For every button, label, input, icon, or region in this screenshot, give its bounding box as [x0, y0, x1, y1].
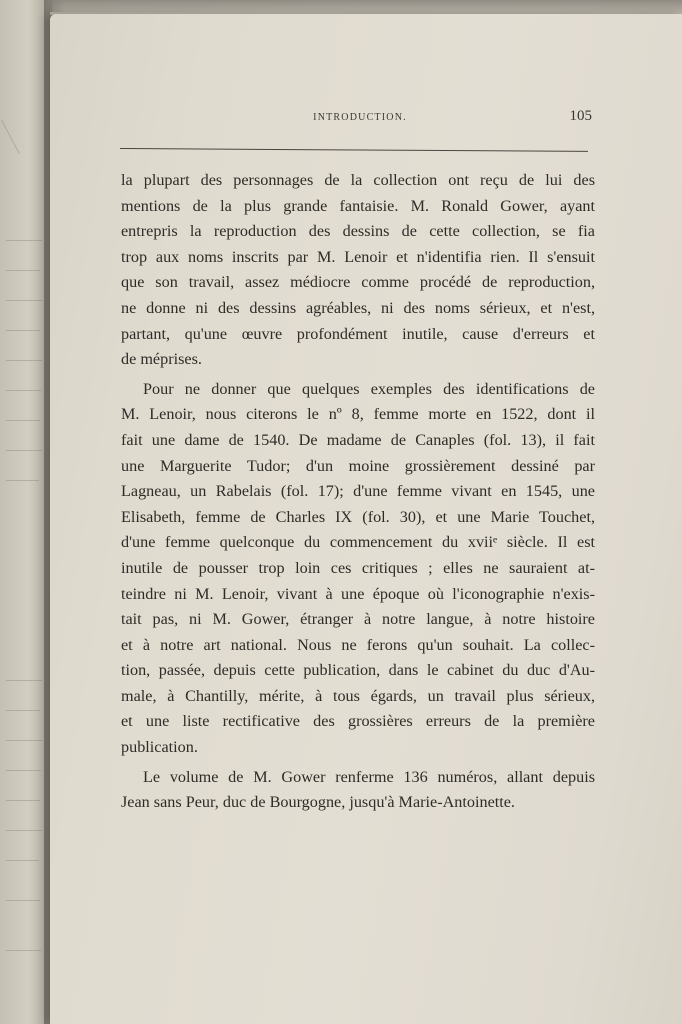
facing-page-text-line	[6, 420, 40, 421]
text-line: Le volume de M. Gower renferme 136 numéros, allant depuis	[143, 767, 595, 786]
text-line: Lagneau, un Rabelais (fol. 17); d'une femme vivant en 1545, une	[121, 482, 595, 501]
text-line: teindre ni M. Lenoir, vivant à une époque où l'iconographie n'exis-	[121, 584, 595, 603]
text-line: publication.	[121, 738, 198, 757]
text-line: la plupart des personnages de la collection ont reçu de lui des	[121, 171, 595, 189]
text-line: male, à Chantilly, mérite, à tous égards, un travail plus sérieux,	[121, 686, 595, 705]
facing-page-text-line	[6, 240, 42, 241]
text-line: mentions de la plus grande fantaisie. M. Ronald Gower, ayant	[121, 196, 595, 215]
facing-page-text-line	[6, 770, 41, 771]
facing-page-text-line	[6, 830, 42, 831]
facing-page-text-line	[6, 860, 39, 861]
facing-page-text-line	[6, 800, 40, 801]
text-line: et à notre art national. Nous ne ferons qu'un souhait. La collec-	[121, 635, 595, 654]
text-line: trop aux noms inscrits par M. Lenoir et n'identifia rien. Il s'ensuit	[121, 247, 595, 266]
text-line: entrepris la reproduction des dessins de cette collection, se fia	[121, 222, 595, 241]
facing-page-text-line	[6, 680, 42, 681]
facing-page-text-line	[6, 480, 39, 481]
text-line: Elisabeth, femme de Charles IX (fol. 30), et une Marie Touchet,	[121, 507, 595, 526]
text-line: tion, passée, depuis cette publication, dans le cabinet du duc d'Au-	[121, 661, 595, 680]
text-line: Pour ne donner que quelques exemples des identifications de	[143, 379, 595, 398]
text-line: de méprises.	[121, 350, 202, 369]
text-line: ne donne ni des dessins agréables, ni des noms sérieux, et n'est,	[121, 298, 595, 317]
text-line: et une liste rectificative des grossières erreurs de la première	[121, 712, 595, 731]
facing-page-text-line	[6, 450, 42, 451]
facing-page-text-line	[6, 900, 40, 901]
facing-page-text-line	[6, 270, 40, 271]
text-line: une Marguerite Tudor; d'un moine grossièrement dessiné par	[121, 456, 595, 475]
text-line: fait une dame de 1540. De madame de Canaples (fol. 13), il fait	[121, 430, 595, 449]
facing-page-text-line	[6, 360, 42, 361]
text-line: M. Lenoir, nous citerons le nº 8, femme morte en 1522, dont il	[121, 405, 595, 424]
facing-page-text-line	[6, 950, 41, 951]
text-line: inutile de pousser trop loin ces critiques ; elles ne sauraient at-	[121, 558, 595, 577]
facing-page-text-line	[6, 330, 40, 331]
body-text	[121, 168, 595, 816]
text-line: que son travail, assez médiocre comme procédé de reproduction,	[121, 273, 595, 292]
facing-page-text-line	[6, 710, 40, 711]
facing-page-text-line	[6, 390, 41, 391]
text-line: partant, qu'une œuvre profondément inutile, cause d'erreurs et	[121, 324, 595, 343]
running-head: INTRODUCTION.	[313, 112, 407, 123]
text-line: Jean sans Peur, duc de Bourgogne, jusqu'à Marie-Antoinette.	[121, 793, 515, 812]
page-number: 105	[569, 108, 592, 124]
facing-page-text-line	[6, 740, 42, 741]
facing-page-text-line	[1, 120, 20, 154]
text-line: d'une femme quelconque du commencement du xviiᵉ siècle. Il est	[121, 533, 595, 552]
text-line: tait pas, ni M. Gower, étranger à notre langue, à notre histoire	[121, 610, 595, 629]
facing-page-text-line	[6, 300, 42, 301]
